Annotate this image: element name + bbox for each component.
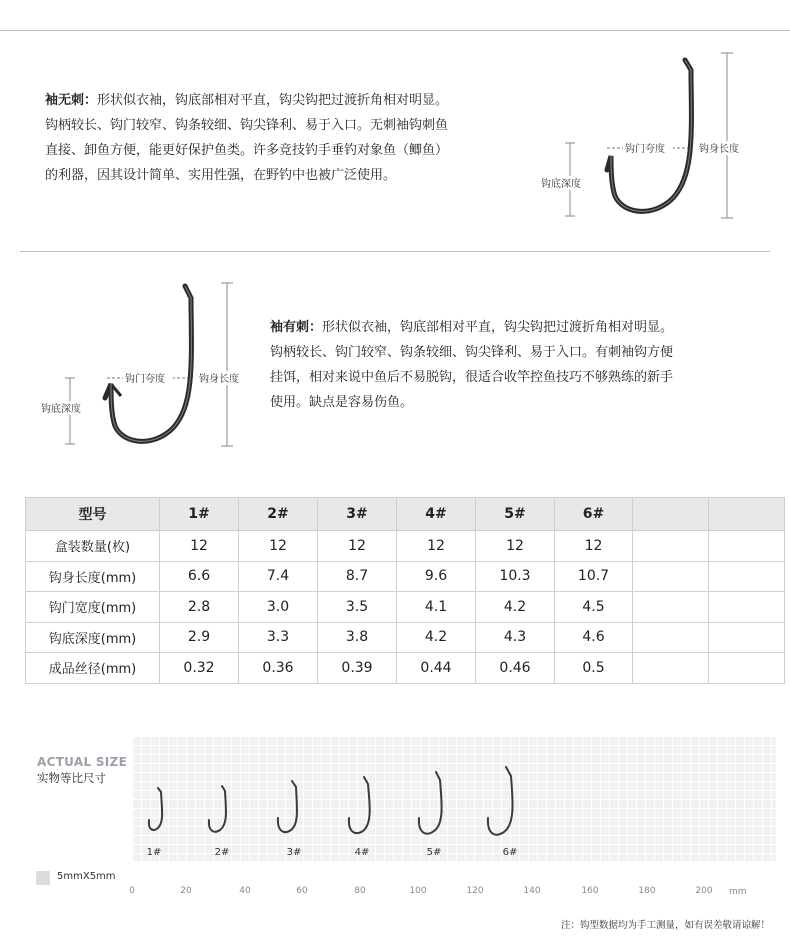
table-cell: 0.32 — [160, 653, 239, 684]
table-cell: 4.5 — [555, 592, 633, 623]
table-cell: 3.8 — [318, 622, 397, 653]
barbed-hook-diagram — [35, 278, 265, 453]
section-2-line-2: 钩柄较长、钩门较窄、钩条较细、钩尖锋利、易于入口。有刺袖钩方便 — [270, 345, 674, 360]
table-row — [26, 592, 785, 623]
barbless-depth-label: 钩底深度 — [541, 179, 581, 190]
table-header-model: 1# — [160, 498, 239, 531]
ruler-tick: 160 — [581, 886, 599, 896]
hook-label: 4# — [354, 847, 370, 858]
table-cell: 3.0 — [239, 592, 318, 623]
table-cell: 12 — [476, 531, 555, 562]
table-cell: 0.39 — [318, 653, 397, 684]
hook-label: 1# — [146, 847, 162, 858]
actual-size-subtitle: 实物等比尺寸 — [37, 771, 106, 785]
table-header-row — [26, 498, 785, 531]
ruler-unit: mm — [729, 887, 747, 897]
section-1-line-1: 形状似衣袖，钩底部相对平直，钩尖钩把过渡折角相对明显。 — [97, 93, 449, 108]
hook-5-shape — [419, 772, 442, 834]
table-cell-empty — [633, 592, 709, 623]
table-cell-empty — [709, 561, 785, 592]
hook-4-shape — [349, 777, 370, 833]
ruler-tick: 20 — [180, 886, 192, 896]
hook-1-shape — [149, 788, 162, 830]
hook-label: 6# — [502, 847, 518, 858]
section-2-text — [270, 315, 770, 415]
section-2-line-4: 使用。缺点是容易伤鱼。 — [270, 395, 414, 410]
legend-text: 5mmX5mm — [57, 871, 116, 882]
table-cell: 4.2 — [476, 592, 555, 623]
actual-size-hooks — [132, 736, 776, 861]
table-header-model: 5# — [476, 498, 555, 531]
ruler-tick: 40 — [239, 886, 251, 896]
table-cell: 0.44 — [397, 653, 476, 684]
table-row — [26, 561, 785, 592]
section-1-line-2: 钩柄较长、钩门较窄、钩条较细、钩尖锋利、易于入口。无刺袖钩刺鱼 — [45, 118, 449, 133]
row-label: 钩门宽度(mm) — [26, 592, 160, 623]
row-label: 钩底深度(mm) — [26, 622, 160, 653]
table-cell-empty — [633, 653, 709, 684]
table-cell: 10.7 — [555, 561, 633, 592]
table-row — [26, 653, 785, 684]
table-cell-empty — [709, 653, 785, 684]
table-cell: 9.6 — [397, 561, 476, 592]
table-cell-empty — [709, 592, 785, 623]
table-row — [26, 622, 785, 653]
section-1-line-4: 的利器，因其设计简单、实用性强，在野钓中也被广泛使用。 — [45, 168, 397, 183]
hook-6-shape — [488, 767, 513, 835]
table-cell: 4.2 — [397, 622, 476, 653]
hook-3-shape — [278, 781, 297, 832]
table-cell: 2.9 — [160, 622, 239, 653]
top-divider — [0, 30, 790, 31]
hook-label: 3# — [286, 847, 302, 858]
ruler-tick: 0 — [129, 886, 135, 896]
table-cell-empty — [633, 622, 709, 653]
section-2-line-3: 挂饵，相对来说中鱼后不易脱钩，很适合收竿控鱼技巧不够熟练的新手 — [270, 370, 674, 385]
barbless-gap-label: 钩门夸度 — [625, 144, 665, 155]
table-cell: 0.46 — [476, 653, 555, 684]
row-label: 成品丝径(mm) — [26, 653, 160, 684]
table-header-model: 2# — [239, 498, 318, 531]
section-1-title: 袖无刺： — [45, 93, 98, 108]
table-header-model: 3# — [318, 498, 397, 531]
barbed-gap-label: 钩门夸度 — [125, 374, 165, 385]
table-cell: 2.8 — [160, 592, 239, 623]
ruler-tick: 200 — [695, 886, 713, 896]
table-cell: 3.3 — [239, 622, 318, 653]
table-header-model: 6# — [555, 498, 633, 531]
table-cell: 3.5 — [318, 592, 397, 623]
ruler-tick: 180 — [638, 886, 656, 896]
section-1-text — [45, 88, 535, 188]
ruler-tick: 120 — [466, 886, 484, 896]
spec-table — [25, 497, 785, 684]
table-cell: 12 — [318, 531, 397, 562]
table-cell: 7.4 — [239, 561, 318, 592]
table-cell: 10.3 — [476, 561, 555, 592]
barbed-depth-label: 钩底深度 — [41, 404, 81, 415]
table-cell-empty — [709, 622, 785, 653]
row-label: 盒装数量(枚) — [26, 531, 160, 562]
ruler-tick: 80 — [354, 886, 366, 896]
table-header-empty — [633, 498, 709, 531]
table-cell: 4.3 — [476, 622, 555, 653]
table-row — [26, 531, 785, 562]
table-cell: 0.5 — [555, 653, 633, 684]
section-2-line-1: 形状似衣袖，钩底部相对平直，钩尖钩把过渡折角相对明显。 — [322, 320, 674, 335]
middle-divider — [20, 251, 770, 252]
table-cell: 0.36 — [239, 653, 318, 684]
hook-label: 5# — [426, 847, 442, 858]
table-cell: 12 — [239, 531, 318, 562]
table-cell: 4.6 — [555, 622, 633, 653]
row-label: 钩身长度(mm) — [26, 561, 160, 592]
ruler-tick: 60 — [296, 886, 308, 896]
table-cell: 12 — [397, 531, 476, 562]
section-1-line-3: 直接、卸鱼方便，能更好保护鱼类。许多竞技钓手垂钓对象鱼（鲫鱼） — [45, 143, 449, 158]
table-cell-empty — [709, 531, 785, 562]
hook-label: 2# — [214, 847, 230, 858]
hook-2-shape — [209, 786, 226, 832]
footnote: 注：钩型数据均为手工测量，如有误差敬请谅解！ — [560, 920, 770, 931]
table-header-model: 4# — [397, 498, 476, 531]
table-header-label: 型号 — [26, 498, 160, 531]
table-header-empty — [709, 498, 785, 531]
ruler-tick: 100 — [409, 886, 427, 896]
barbless-length-label: 钩身长度 — [699, 144, 739, 155]
table-cell-empty — [633, 531, 709, 562]
table-cell: 4.1 — [397, 592, 476, 623]
table-cell: 12 — [160, 531, 239, 562]
barbed-length-label: 钩身长度 — [199, 374, 239, 385]
table-cell: 6.6 — [160, 561, 239, 592]
ruler-tick: 140 — [523, 886, 541, 896]
actual-size-title: ACTUAL SIZE — [37, 755, 128, 769]
table-cell: 8.7 — [318, 561, 397, 592]
section-2-title: 袖有刺： — [270, 320, 323, 335]
table-cell-empty — [633, 561, 709, 592]
barbless-hook-diagram — [535, 48, 765, 223]
table-cell: 12 — [555, 531, 633, 562]
legend-swatch — [36, 871, 50, 885]
